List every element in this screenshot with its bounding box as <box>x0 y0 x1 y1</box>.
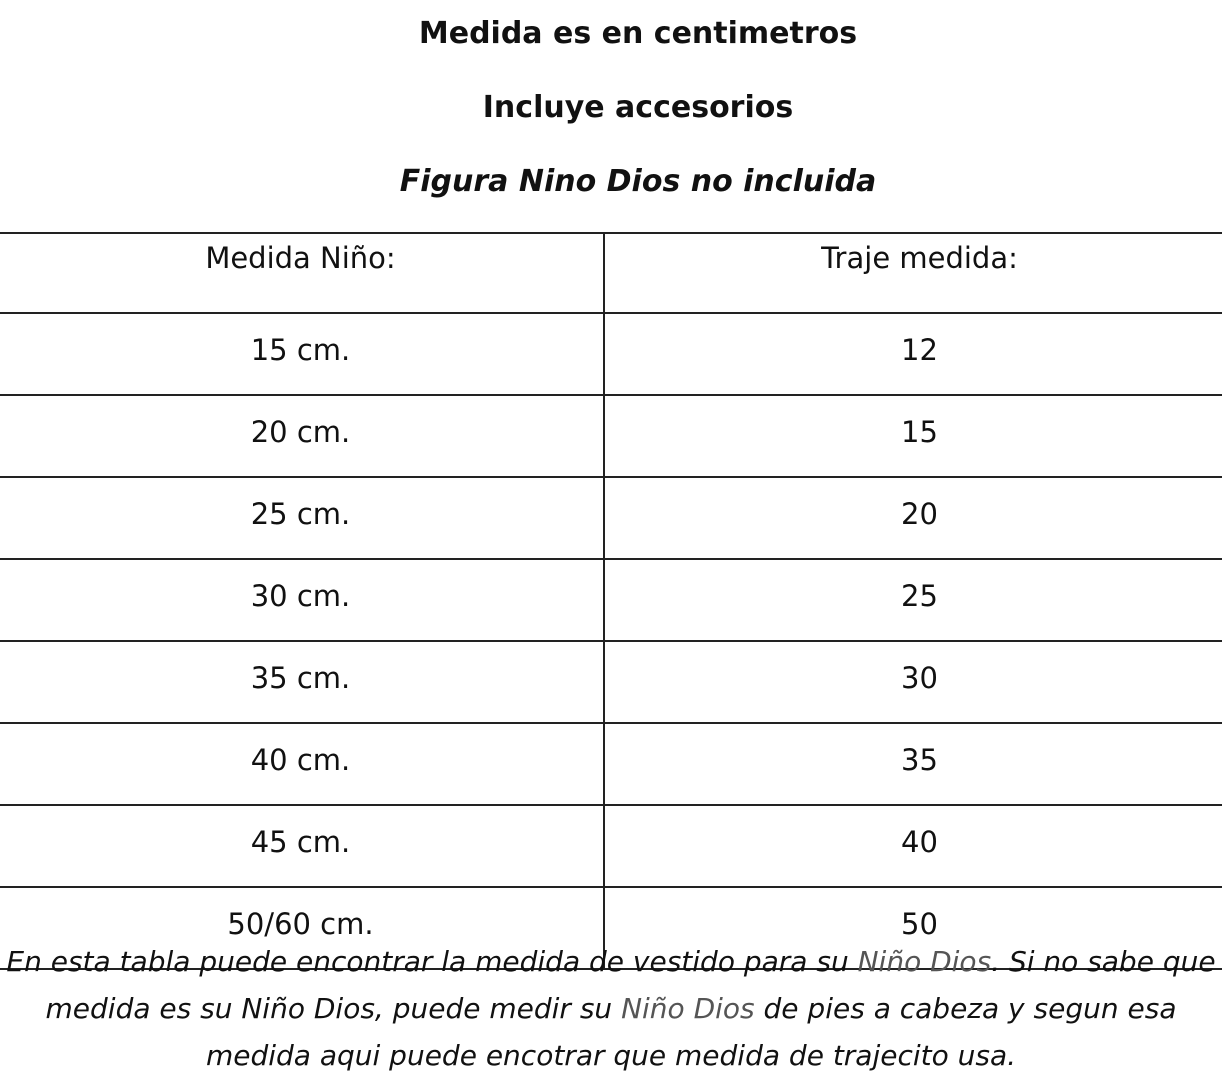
cell-suit-size: 12 <box>604 313 1222 395</box>
size-guide-note <box>0 938 1222 1079</box>
cell-suit-size: 20 <box>604 477 1222 559</box>
cell-child-size: 50/60 cm. <box>0 887 604 969</box>
cell-suit-size: 25 <box>604 559 1222 641</box>
heading-units: Medida es en centimetros <box>418 16 858 51</box>
cell-suit-size: 50 <box>604 887 1222 969</box>
cell-suit-size: 35 <box>604 723 1222 805</box>
note-text: de pies a cabeza y segun esa medida aqui puede encotrar que medida de trajecito usa. <box>205 992 1177 1072</box>
cell-child-size: 25 cm. <box>0 477 604 559</box>
heading-accessories: Incluye accesorios <box>482 90 794 125</box>
note-text: En esta tabla puede encontrar la medida de vestido para su <box>6 945 858 978</box>
cell-child-size: 20 cm. <box>0 395 604 477</box>
table-row <box>0 477 1222 559</box>
table-row <box>0 641 1222 723</box>
cell-child-size: 40 cm. <box>0 723 604 805</box>
cell-child-size: 35 cm. <box>0 641 604 723</box>
table-row <box>0 559 1222 641</box>
cell-child-size: 15 cm. <box>0 313 604 395</box>
table-row <box>0 395 1222 477</box>
nino-dios-link[interactable]: Niño Dios <box>857 945 992 978</box>
header-suit-size: Traje medida: <box>604 233 1222 313</box>
table-row <box>0 723 1222 805</box>
cell-suit-size: 15 <box>604 395 1222 477</box>
note-text: . Si no sabe que medida es su Niño Dios, puede medir su <box>45 945 1216 1025</box>
table-row <box>0 805 1222 887</box>
size-table <box>0 232 1222 970</box>
cell-suit-size: 40 <box>604 805 1222 887</box>
table-header-row <box>0 233 1222 313</box>
heading-figure-note: Figura Nino Dios no incluida <box>399 164 877 199</box>
nino-dios-link[interactable]: Niño Dios <box>621 992 755 1025</box>
header-child-size: Medida Niño: <box>0 233 604 313</box>
cell-child-size: 45 cm. <box>0 805 604 887</box>
cell-child-size: 30 cm. <box>0 559 604 641</box>
table-row <box>0 313 1222 395</box>
cell-suit-size: 30 <box>604 641 1222 723</box>
